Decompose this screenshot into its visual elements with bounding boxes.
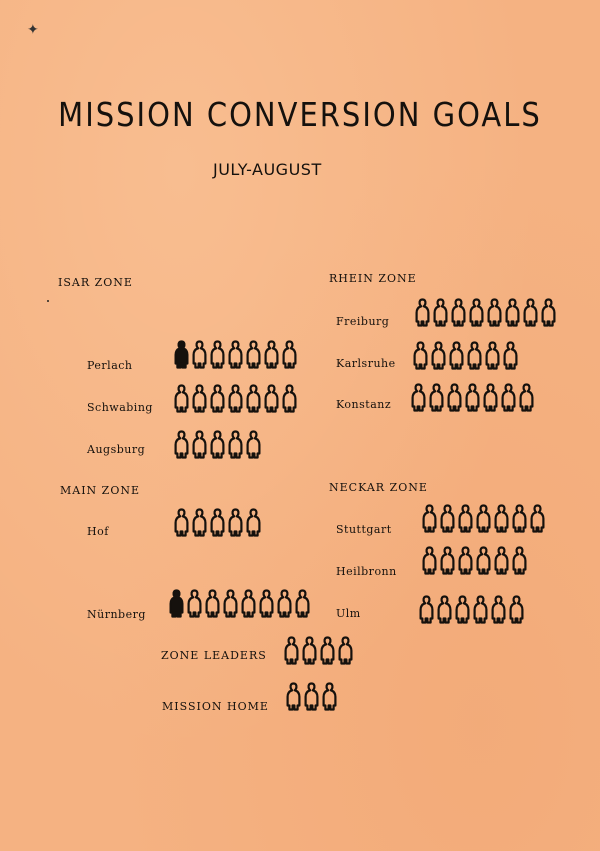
person-outline-icon bbox=[209, 339, 226, 369]
person-outline-icon bbox=[522, 297, 539, 327]
page-title: MISSION CONVERSION GOALS bbox=[58, 95, 542, 135]
goal-row-konstanz bbox=[410, 382, 535, 412]
city-label-stuttgart: Stuttgart bbox=[336, 523, 392, 536]
zone-label-isar: ISAR ZONE bbox=[58, 276, 133, 289]
person-outline-icon bbox=[421, 545, 438, 575]
city-label-freiburg: Freiburg bbox=[336, 315, 390, 328]
goal-row-freiburg bbox=[414, 297, 557, 327]
goal-row-augsburg bbox=[173, 429, 262, 459]
person-outline-icon bbox=[475, 545, 492, 575]
person-outline-icon bbox=[493, 503, 510, 533]
person-outline-icon bbox=[227, 383, 244, 413]
person-outline-icon bbox=[227, 507, 244, 537]
person-outline-icon bbox=[276, 588, 293, 618]
person-outline-icon bbox=[511, 503, 528, 533]
person-outline-icon bbox=[439, 503, 456, 533]
person-outline-icon bbox=[500, 382, 517, 412]
person-outline-icon bbox=[258, 588, 275, 618]
person-outline-icon bbox=[511, 545, 528, 575]
person-outline-icon bbox=[209, 507, 226, 537]
person-outline-icon bbox=[285, 681, 302, 711]
person-outline-icon bbox=[245, 429, 262, 459]
person-outline-icon bbox=[454, 594, 471, 624]
person-outline-icon bbox=[529, 503, 546, 533]
person-outline-icon bbox=[412, 340, 429, 370]
person-outline-icon bbox=[472, 594, 489, 624]
person-outline-icon bbox=[430, 340, 447, 370]
person-outline-icon bbox=[493, 545, 510, 575]
person-outline-icon bbox=[294, 588, 311, 618]
paper-speck: ✦ bbox=[27, 22, 39, 38]
label-mission-home: MISSION HOME bbox=[162, 700, 269, 713]
person-outline-icon bbox=[428, 382, 445, 412]
city-label-perlach: Perlach bbox=[87, 359, 133, 372]
person-outline-icon bbox=[508, 594, 525, 624]
goal-row-schwabing bbox=[173, 383, 298, 413]
person-outline-icon bbox=[482, 382, 499, 412]
person-outline-icon bbox=[468, 297, 485, 327]
goal-row-perlach bbox=[173, 339, 298, 369]
zone-label-main: MAIN ZONE bbox=[60, 484, 140, 497]
person-outline-icon bbox=[450, 297, 467, 327]
person-outline-icon bbox=[518, 382, 535, 412]
goal-row-heilbronn bbox=[421, 545, 528, 575]
person-outline-icon bbox=[466, 340, 483, 370]
city-label-nurnberg: Nürnberg bbox=[87, 608, 146, 621]
person-outline-icon bbox=[436, 594, 453, 624]
city-label-karlsruhe: Karlsruhe bbox=[336, 357, 396, 370]
person-outline-icon bbox=[263, 339, 280, 369]
person-outline-icon bbox=[173, 507, 190, 537]
person-outline-icon bbox=[245, 383, 262, 413]
person-outline-icon bbox=[303, 681, 320, 711]
person-filled-icon bbox=[168, 588, 185, 618]
person-outline-icon bbox=[227, 339, 244, 369]
goal-row-mission-home bbox=[285, 681, 338, 711]
person-outline-icon bbox=[432, 297, 449, 327]
person-outline-icon bbox=[173, 429, 190, 459]
person-outline-icon bbox=[191, 507, 208, 537]
person-outline-icon bbox=[204, 588, 221, 618]
paper-dot bbox=[47, 300, 49, 302]
person-outline-icon bbox=[191, 339, 208, 369]
person-outline-icon bbox=[245, 339, 262, 369]
person-outline-icon bbox=[502, 340, 519, 370]
person-filled-icon bbox=[173, 339, 190, 369]
person-outline-icon bbox=[421, 503, 438, 533]
person-outline-icon bbox=[319, 635, 336, 665]
person-outline-icon bbox=[209, 383, 226, 413]
zone-label-neckar: NECKAR ZONE bbox=[329, 481, 428, 494]
person-outline-icon bbox=[191, 429, 208, 459]
goal-row-zone-leaders bbox=[283, 635, 354, 665]
city-label-konstanz: Konstanz bbox=[336, 398, 392, 411]
person-outline-icon bbox=[486, 297, 503, 327]
person-outline-icon bbox=[283, 635, 300, 665]
person-outline-icon bbox=[240, 588, 257, 618]
zone-label-rhein: RHEIN ZONE bbox=[329, 272, 417, 285]
person-outline-icon bbox=[464, 382, 481, 412]
goal-row-karlsruhe bbox=[412, 340, 519, 370]
person-outline-icon bbox=[448, 340, 465, 370]
person-outline-icon bbox=[439, 545, 456, 575]
person-outline-icon bbox=[484, 340, 501, 370]
person-outline-icon bbox=[540, 297, 557, 327]
person-outline-icon bbox=[410, 382, 427, 412]
person-outline-icon bbox=[337, 635, 354, 665]
person-outline-icon bbox=[475, 503, 492, 533]
goal-row-ulm bbox=[418, 594, 525, 624]
person-outline-icon bbox=[222, 588, 239, 618]
city-label-augsburg: Augsburg bbox=[87, 443, 146, 456]
person-outline-icon bbox=[490, 594, 507, 624]
person-outline-icon bbox=[186, 588, 203, 618]
person-outline-icon bbox=[173, 383, 190, 413]
person-outline-icon bbox=[457, 503, 474, 533]
city-label-heilbronn: Heilbronn bbox=[336, 565, 397, 578]
person-outline-icon bbox=[191, 383, 208, 413]
city-label-ulm: Ulm bbox=[336, 607, 361, 620]
person-outline-icon bbox=[281, 339, 298, 369]
person-outline-icon bbox=[321, 681, 338, 711]
city-label-hof: Hof bbox=[87, 525, 109, 538]
person-outline-icon bbox=[418, 594, 435, 624]
person-outline-icon bbox=[245, 507, 262, 537]
person-outline-icon bbox=[263, 383, 280, 413]
goal-row-stuttgart bbox=[421, 503, 546, 533]
person-outline-icon bbox=[504, 297, 521, 327]
person-outline-icon bbox=[209, 429, 226, 459]
person-outline-icon bbox=[446, 382, 463, 412]
label-zone-leaders: ZONE LEADERS bbox=[161, 649, 267, 662]
goal-row-nurnberg bbox=[168, 588, 311, 618]
person-outline-icon bbox=[414, 297, 431, 327]
person-outline-icon bbox=[301, 635, 318, 665]
person-outline-icon bbox=[227, 429, 244, 459]
goal-row-hof bbox=[173, 507, 262, 537]
person-outline-icon bbox=[281, 383, 298, 413]
city-label-schwabing: Schwabing bbox=[87, 401, 153, 414]
person-outline-icon bbox=[457, 545, 474, 575]
page-subtitle: JULY-AUGUST bbox=[213, 160, 322, 179]
